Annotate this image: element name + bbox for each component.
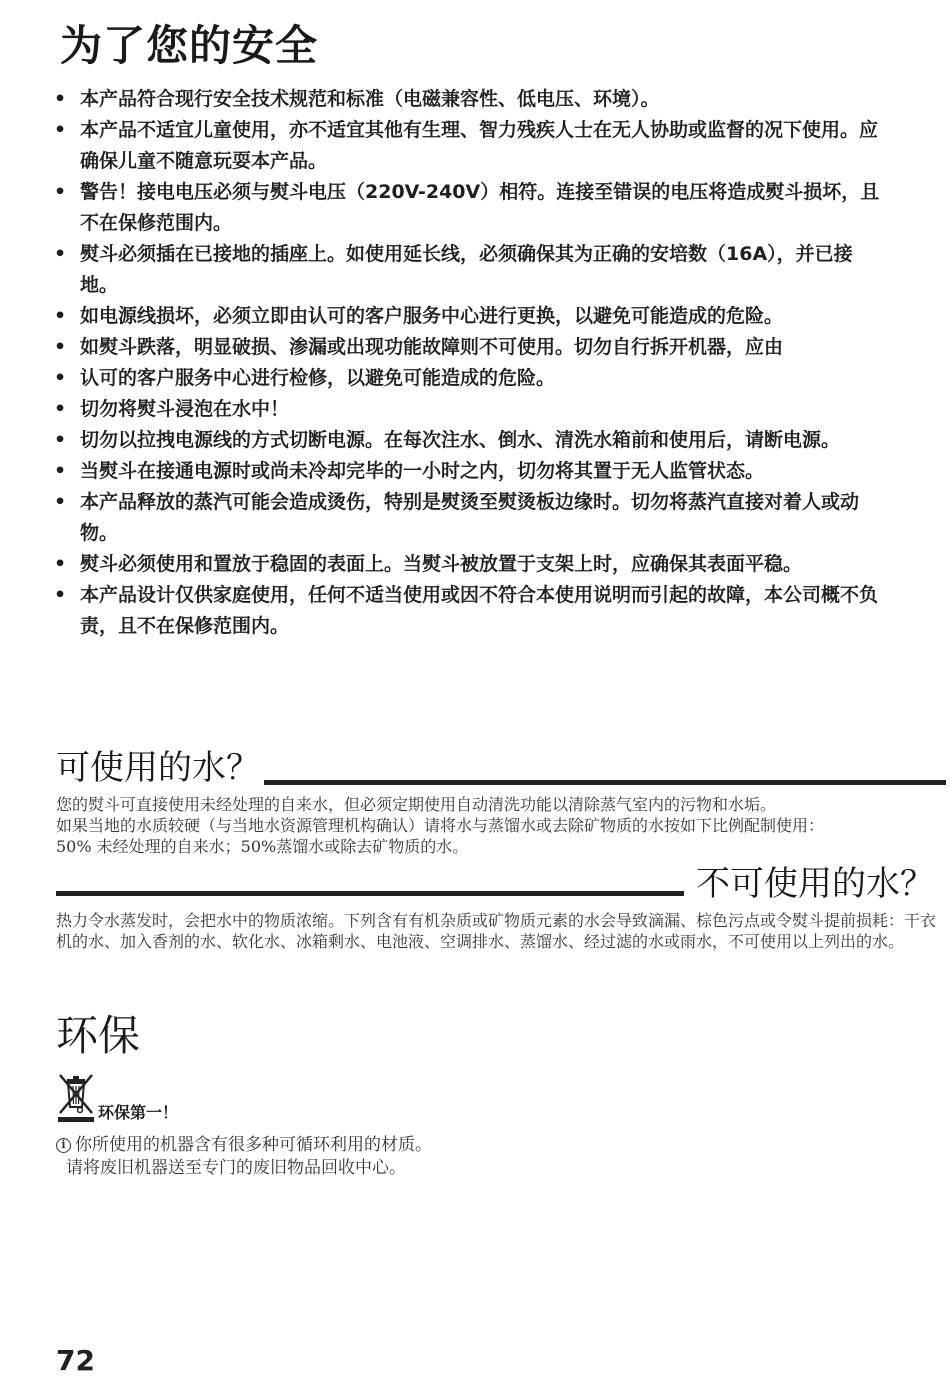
list-item (50, 332, 890, 363)
safety-item-text: 本产品符合现行安全技术规范和标准（电磁兼容性、低电压、环境）。 (80, 88, 660, 110)
safety-item-text: 切勿以拉拽电源线的方式切断电源。在每次注水、倒水、清洗水箱前和使用后，请断电源。 (80, 429, 841, 451)
environment-heading: 环保 (56, 1011, 141, 1060)
list-item (50, 425, 890, 456)
safety-item-text: 本产品释放的蒸汽可能会造成烫伤，特别是熨烫至熨烫板边缘时。切勿将蒸汽直接对着人或动物。 (80, 491, 860, 544)
list-item (50, 115, 890, 177)
bullet-icon: • (54, 181, 67, 203)
unusable-water-text (56, 910, 946, 952)
bullet-icon: • (54, 305, 67, 327)
section-divider (264, 780, 946, 785)
safety-item-text: 切勿将熨斗浸泡在水中！ (80, 398, 290, 420)
safety-item-text: 本产品不适宜儿童使用，亦不适宜其他有生理、智力残疾人士在无人协助或监督的况下使用。应确保儿童不随意玩耍本产品。 (80, 119, 879, 172)
environment-label: 环保第一！ (98, 1103, 179, 1122)
recycling-info-line: 你所使用的机器含有很多种可循环利用的材质。 (75, 1135, 432, 1155)
page-title: 为了您的安全 (60, 21, 319, 70)
list-item (50, 487, 890, 549)
page-number: 72 (56, 1344, 95, 1377)
safety-instructions-list (50, 84, 890, 642)
safety-item-text: 熨斗必须使用和置放于稳固的表面上。当熨斗被放置于支架上时，应确保其表面平稳。 (80, 553, 803, 575)
info-icon: i (56, 1138, 71, 1153)
list-item (50, 363, 890, 394)
bullet-icon: • (54, 491, 67, 513)
list-item (50, 580, 890, 642)
usable-water-text (56, 794, 946, 857)
section-divider (56, 891, 684, 896)
safety-item-text: 本产品设计仅供家庭使用，任何不适当使用或因不符合本使用说明而引起的故障，本公司概不负责，且不在保修范围内。 (80, 584, 879, 637)
usable-water-heading: 可使用的水？ (56, 748, 260, 788)
usable-water-paragraph: 50% 未经处理的自来水；50%蒸馏水或除去矿物质的水。 (56, 837, 469, 856)
list-item (50, 84, 890, 115)
bullet-icon: • (54, 584, 67, 606)
bullet-icon: • (54, 460, 67, 482)
unusable-water-paragraph: 热力令水蒸发时，会把水中的物质浓缩。下列含有有机杂质或矿物质元素的水会导致滴漏、棕色污点或令熨斗提前损耗：干衣机的水、加入香剂的水、软化水、冰箱剩水、电池液、空调排水、蒸馏水、经过滤的水或雨水，不可使用以上列出的水。 (56, 911, 937, 951)
unusable-water-heading: 不可使用的水？ (696, 864, 934, 904)
list-item (50, 239, 890, 301)
safety-item-text: 如熨斗跌落，明显破损、渗漏或出现功能故障则不可使用。切勿自行拆开机器，应由 (80, 336, 784, 358)
bullet-icon: • (54, 429, 67, 451)
bullet-icon: • (54, 398, 67, 420)
crossed-out-wheelie-bin-icon (56, 1073, 96, 1123)
list-item (50, 549, 890, 580)
bullet-icon: • (54, 88, 67, 110)
safety-item-text: 警告！接电电压必须与熨斗电压（220V-240V）相符。连接至错误的电压将造成熨斗损坏，且不在保修范围内。 (80, 181, 880, 234)
safety-item-text: 当熨斗在接通电源时或尚未冷却完毕的一小时之内，切勿将其置于无人监管状态。 (80, 460, 765, 482)
bullet-icon: • (54, 119, 67, 141)
recycling-info-line: 请将废旧机器送至专门的废旧物品回收中心。 (66, 1158, 406, 1178)
list-item (50, 456, 890, 487)
safety-item-text: 认可的客户服务中心进行检修，以避免可能造成的危险。 (80, 367, 556, 389)
bullet-icon: • (54, 553, 67, 575)
list-item (50, 177, 890, 239)
safety-item-text: 熨斗必须插在已接地的插座上。如使用延长线，必须确保其为正确的安培数（16A），并已接地。 (80, 243, 853, 296)
usable-water-paragraph: 如果当地的水质较硬（与当地水资源管理机构确认）请将水与蒸馏水或去除矿物质的水按如下比例配制使用： (56, 816, 825, 835)
bullet-icon: • (54, 336, 67, 358)
list-item (50, 394, 890, 425)
recycling-info (56, 1134, 432, 1180)
list-item (50, 301, 890, 332)
bullet-icon: • (54, 243, 67, 265)
safety-item-text: 如电源线损坏，必须立即由认可的客户服务中心进行更换，以避免可能造成的危险。 (80, 305, 784, 327)
bullet-icon: • (54, 367, 67, 389)
usable-water-paragraph: 您的熨斗可直接使用未经处理的自来水，但必须定期使用自动清洗功能以清除蒸气室内的污物和水垢。 (56, 795, 777, 814)
